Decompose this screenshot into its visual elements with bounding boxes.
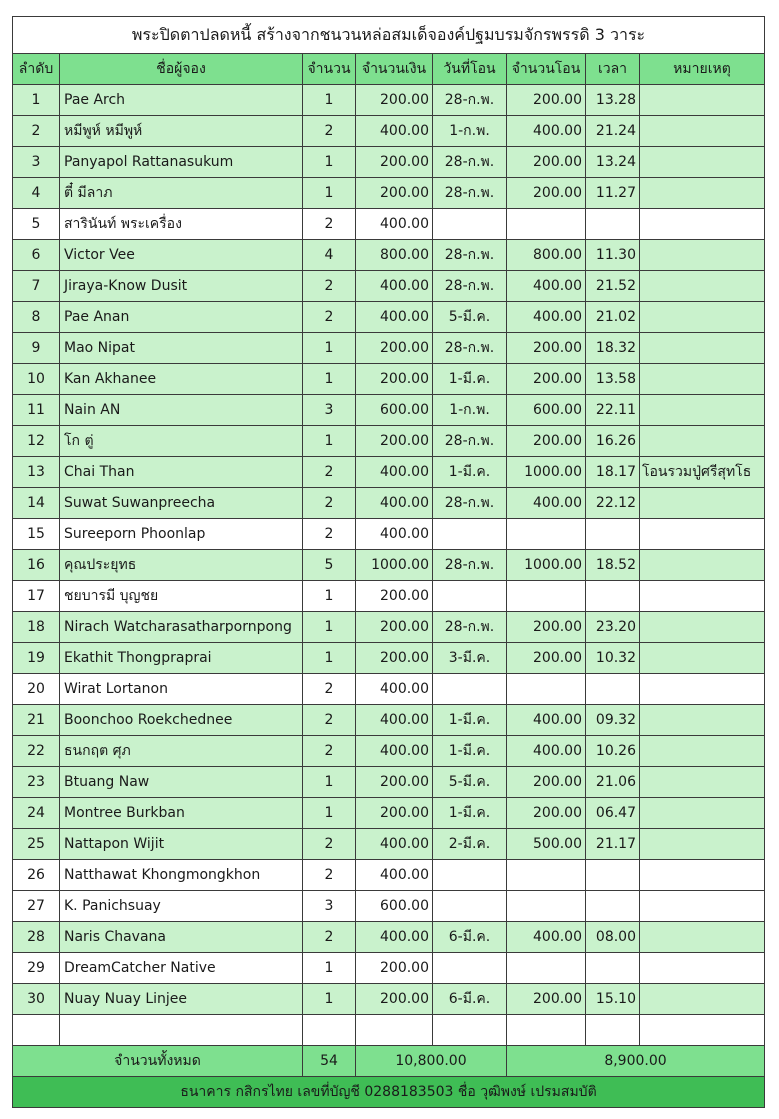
transfer-time: 18.32 <box>586 333 640 364</box>
reserver-name: Pae Anan <box>60 302 303 333</box>
transfer-amount: 400.00 <box>507 705 586 736</box>
title-row <box>13 17 765 54</box>
transfer-time <box>586 860 640 891</box>
row-number: 19 <box>13 643 60 674</box>
reserver-name: Victor Vee <box>60 240 303 271</box>
transfer-amount: 400.00 <box>507 922 586 953</box>
reserver-name: ชยบารมี บุญชย <box>60 581 303 612</box>
reserver-name: Chai Than <box>60 457 303 488</box>
row-number: 9 <box>13 333 60 364</box>
quantity: 2 <box>303 271 356 302</box>
empty-row <box>13 1015 765 1046</box>
quantity: 1 <box>303 767 356 798</box>
quantity: 1 <box>303 612 356 643</box>
transfer-time: 18.17 <box>586 457 640 488</box>
amount: 200.00 <box>356 85 433 116</box>
remark <box>640 860 765 891</box>
header-amount: จำนวนเงิน <box>356 54 433 85</box>
table-row <box>13 922 765 953</box>
row-number: 12 <box>13 426 60 457</box>
row-number: 10 <box>13 364 60 395</box>
row-number: 4 <box>13 178 60 209</box>
transfer-date: 1-มี.ค. <box>433 364 507 395</box>
transfer-date: 28-ก.พ. <box>433 240 507 271</box>
transfer-amount <box>507 674 586 705</box>
reserver-name: Btuang Naw <box>60 767 303 798</box>
reserver-name: Montree Burkban <box>60 798 303 829</box>
quantity: 1 <box>303 581 356 612</box>
table-row <box>13 519 765 550</box>
row-number: 15 <box>13 519 60 550</box>
amount: 800.00 <box>356 240 433 271</box>
row-number: 7 <box>13 271 60 302</box>
transfer-time: 21.24 <box>586 116 640 147</box>
table-row <box>13 612 765 643</box>
reserver-name: Nirach Watcharasatharpornpong <box>60 612 303 643</box>
remark <box>640 519 765 550</box>
transfer-amount: 400.00 <box>507 271 586 302</box>
reserver-name: สารินันท์ พระเครื่อง <box>60 209 303 240</box>
remark <box>640 364 765 395</box>
quantity: 2 <box>303 674 356 705</box>
remark <box>640 550 765 581</box>
amount: 200.00 <box>356 581 433 612</box>
transfer-amount: 200.00 <box>507 85 586 116</box>
table-row <box>13 550 765 581</box>
transfer-amount: 200.00 <box>507 612 586 643</box>
amount: 400.00 <box>356 922 433 953</box>
remark <box>640 829 765 860</box>
transfer-time: 13.58 <box>586 364 640 395</box>
remark <box>640 612 765 643</box>
remark <box>640 302 765 333</box>
header-time: เวลา <box>586 54 640 85</box>
transfer-amount: 200.00 <box>507 984 586 1015</box>
transfer-amount: 200.00 <box>507 798 586 829</box>
row-number: 22 <box>13 736 60 767</box>
row-number: 20 <box>13 674 60 705</box>
quantity: 2 <box>303 488 356 519</box>
transfer-time <box>586 581 640 612</box>
transfer-time: 15.10 <box>586 984 640 1015</box>
quantity: 1 <box>303 643 356 674</box>
transfer-time <box>586 674 640 705</box>
quantity: 1 <box>303 333 356 364</box>
reserver-name: ตี๋ มีลาภ <box>60 178 303 209</box>
amount: 400.00 <box>356 488 433 519</box>
reserver-name: Nattapon Wijit <box>60 829 303 860</box>
reserver-name: Pae Arch <box>60 85 303 116</box>
row-number: 11 <box>13 395 60 426</box>
reservation-table <box>12 16 765 1108</box>
quantity: 2 <box>303 860 356 891</box>
reserver-name: โก ตู่ <box>60 426 303 457</box>
header-row <box>13 54 765 85</box>
reserver-name: Kan Akhanee <box>60 364 303 395</box>
table-row <box>13 457 765 488</box>
remark <box>640 240 765 271</box>
transfer-time: 16.26 <box>586 426 640 457</box>
reserver-name: Nuay Nuay Linjee <box>60 984 303 1015</box>
row-number: 21 <box>13 705 60 736</box>
transfer-time <box>586 953 640 984</box>
transfer-amount: 1000.00 <box>507 550 586 581</box>
quantity: 1 <box>303 85 356 116</box>
row-number: 13 <box>13 457 60 488</box>
remark <box>640 178 765 209</box>
transfer-time: 21.06 <box>586 767 640 798</box>
transfer-amount: 200.00 <box>507 147 586 178</box>
transfer-date <box>433 860 507 891</box>
row-number: 2 <box>13 116 60 147</box>
table-row <box>13 364 765 395</box>
transfer-date <box>433 209 507 240</box>
table-row <box>13 984 765 1015</box>
reserver-name: DreamCatcher Native <box>60 953 303 984</box>
amount: 400.00 <box>356 860 433 891</box>
reserver-name: Ekathit Thongpraprai <box>60 643 303 674</box>
header-name: ชื่อผู้จอง <box>60 54 303 85</box>
reserver-name: Panyapol Rattanasukum <box>60 147 303 178</box>
row-number: 17 <box>13 581 60 612</box>
transfer-date <box>433 953 507 984</box>
transfer-time <box>586 209 640 240</box>
row-number: 24 <box>13 798 60 829</box>
transfer-time: 06.47 <box>586 798 640 829</box>
header-no: ลำดับ <box>13 54 60 85</box>
transfer-date: 28-ก.พ. <box>433 333 507 364</box>
remark <box>640 643 765 674</box>
transfer-date: 28-ก.พ. <box>433 178 507 209</box>
remark <box>640 953 765 984</box>
header-qty: จำนวน <box>303 54 356 85</box>
table-row <box>13 302 765 333</box>
remark <box>640 705 765 736</box>
transfer-amount: 400.00 <box>507 736 586 767</box>
remark <box>640 333 765 364</box>
amount: 200.00 <box>356 147 433 178</box>
transfer-time: 21.52 <box>586 271 640 302</box>
transfer-date: 1-มี.ค. <box>433 457 507 488</box>
table-row <box>13 767 765 798</box>
transfer-date: 6-มี.ค. <box>433 984 507 1015</box>
transfer-amount: 800.00 <box>507 240 586 271</box>
bank-account-info: ธนาคาร กสิกรไทย เลขที่บัญชี 0288183503 ชื่อ วุฒิพงษ์ เปรมสมบัติ <box>13 1077 765 1108</box>
amount: 200.00 <box>356 426 433 457</box>
transfer-date: 1-มี.ค. <box>433 736 507 767</box>
reserver-name: Suwat Suwanpreecha <box>60 488 303 519</box>
transfer-date: 2-มี.ค. <box>433 829 507 860</box>
table-row <box>13 178 765 209</box>
amount: 400.00 <box>356 116 433 147</box>
row-number: 14 <box>13 488 60 519</box>
reserver-name: Nain AN <box>60 395 303 426</box>
amount: 200.00 <box>356 364 433 395</box>
amount: 200.00 <box>356 178 433 209</box>
quantity: 3 <box>303 395 356 426</box>
header-note: หมายเหตุ <box>640 54 765 85</box>
transfer-date: 1-ก.พ. <box>433 395 507 426</box>
quantity: 2 <box>303 519 356 550</box>
row-number: 28 <box>13 922 60 953</box>
transfer-time: 13.28 <box>586 85 640 116</box>
reserver-name: Mao Nipat <box>60 333 303 364</box>
quantity: 2 <box>303 209 356 240</box>
transfer-time: 09.32 <box>586 705 640 736</box>
transfer-amount: 200.00 <box>507 767 586 798</box>
transfer-amount: 200.00 <box>507 643 586 674</box>
row-number: 1 <box>13 85 60 116</box>
table-row <box>13 581 765 612</box>
quantity: 2 <box>303 705 356 736</box>
totals-qty: 54 <box>303 1046 356 1077</box>
remark <box>640 581 765 612</box>
transfer-date: 28-ก.พ. <box>433 488 507 519</box>
table-row <box>13 953 765 984</box>
quantity: 2 <box>303 302 356 333</box>
row-number: 23 <box>13 767 60 798</box>
transfer-time: 08.00 <box>586 922 640 953</box>
remark <box>640 798 765 829</box>
table-row <box>13 271 765 302</box>
totals-transfer: 8,900.00 <box>507 1046 765 1077</box>
reserver-name: Wirat Lortanon <box>60 674 303 705</box>
amount: 400.00 <box>356 705 433 736</box>
remark <box>640 85 765 116</box>
transfer-amount <box>507 891 586 922</box>
row-number: 27 <box>13 891 60 922</box>
quantity: 2 <box>303 829 356 860</box>
table-row <box>13 736 765 767</box>
transfer-time: 11.30 <box>586 240 640 271</box>
table-row <box>13 798 765 829</box>
table-row <box>13 705 765 736</box>
transfer-amount: 200.00 <box>507 364 586 395</box>
transfer-date: 5-มี.ค. <box>433 302 507 333</box>
remark <box>640 984 765 1015</box>
header-transfer: จำนวนโอน <box>507 54 586 85</box>
row-number: 8 <box>13 302 60 333</box>
amount: 200.00 <box>356 643 433 674</box>
reserver-name: Boonchoo Roekchednee <box>60 705 303 736</box>
transfer-amount: 200.00 <box>507 333 586 364</box>
reserver-name: ธนกฤต ศุภ <box>60 736 303 767</box>
transfer-date <box>433 581 507 612</box>
reserver-name: Sureeporn Phoonlap <box>60 519 303 550</box>
amount: 200.00 <box>356 333 433 364</box>
table-row <box>13 333 765 364</box>
remark <box>640 147 765 178</box>
transfer-time <box>586 519 640 550</box>
amount: 400.00 <box>356 209 433 240</box>
reserver-name: Naris Chavana <box>60 922 303 953</box>
reserver-name: คุณประยุทธ <box>60 550 303 581</box>
transfer-date: 6-มี.ค. <box>433 922 507 953</box>
table-row <box>13 860 765 891</box>
transfer-amount <box>507 581 586 612</box>
table-row <box>13 488 765 519</box>
quantity: 1 <box>303 426 356 457</box>
quantity: 2 <box>303 736 356 767</box>
transfer-time: 10.32 <box>586 643 640 674</box>
totals-amount: 10,800.00 <box>356 1046 507 1077</box>
remark <box>640 271 765 302</box>
table-row <box>13 891 765 922</box>
remark <box>640 209 765 240</box>
transfer-amount: 1000.00 <box>507 457 586 488</box>
table-row <box>13 147 765 178</box>
amount: 200.00 <box>356 984 433 1015</box>
table-row <box>13 674 765 705</box>
quantity: 1 <box>303 798 356 829</box>
table-row <box>13 643 765 674</box>
row-number: 3 <box>13 147 60 178</box>
row-number: 6 <box>13 240 60 271</box>
transfer-date: 28-ก.พ. <box>433 147 507 178</box>
amount: 1000.00 <box>356 550 433 581</box>
transfer-time <box>586 891 640 922</box>
transfer-amount <box>507 209 586 240</box>
table-body <box>13 85 765 1015</box>
remark <box>640 395 765 426</box>
transfer-time: 22.12 <box>586 488 640 519</box>
transfer-date: 28-ก.พ. <box>433 612 507 643</box>
remark: โอนรวมปู่ศรีสุทโธ <box>640 457 765 488</box>
row-number: 30 <box>13 984 60 1015</box>
amount: 200.00 <box>356 767 433 798</box>
quantity: 1 <box>303 364 356 395</box>
transfer-time: 10.26 <box>586 736 640 767</box>
totals-label: จำนวนทั้งหมด <box>13 1046 303 1077</box>
remark <box>640 488 765 519</box>
bank-row <box>13 1077 765 1108</box>
amount: 400.00 <box>356 457 433 488</box>
reserver-name: Natthawat Khongmongkhon <box>60 860 303 891</box>
row-number: 29 <box>13 953 60 984</box>
amount: 400.00 <box>356 829 433 860</box>
transfer-time: 21.02 <box>586 302 640 333</box>
transfer-amount: 500.00 <box>507 829 586 860</box>
transfer-amount: 400.00 <box>507 116 586 147</box>
transfer-time: 11.27 <box>586 178 640 209</box>
remark <box>640 674 765 705</box>
row-number: 18 <box>13 612 60 643</box>
quantity: 2 <box>303 457 356 488</box>
quantity: 1 <box>303 147 356 178</box>
transfer-time: 13.24 <box>586 147 640 178</box>
amount: 400.00 <box>356 674 433 705</box>
remark <box>640 736 765 767</box>
amount: 400.00 <box>356 519 433 550</box>
transfer-date: 28-ก.พ. <box>433 426 507 457</box>
transfer-date: 1-ก.พ. <box>433 116 507 147</box>
amount: 400.00 <box>356 302 433 333</box>
transfer-time: 21.17 <box>586 829 640 860</box>
transfer-date <box>433 674 507 705</box>
amount: 400.00 <box>356 736 433 767</box>
amount: 600.00 <box>356 891 433 922</box>
remark <box>640 767 765 798</box>
quantity: 1 <box>303 984 356 1015</box>
table-row <box>13 209 765 240</box>
remark <box>640 891 765 922</box>
transfer-date: 28-ก.พ. <box>433 271 507 302</box>
row-number: 5 <box>13 209 60 240</box>
remark <box>640 922 765 953</box>
quantity: 2 <box>303 116 356 147</box>
transfer-amount: 600.00 <box>507 395 586 426</box>
row-number: 26 <box>13 860 60 891</box>
transfer-date: 28-ก.พ. <box>433 550 507 581</box>
transfer-amount <box>507 953 586 984</box>
table-row <box>13 240 765 271</box>
quantity: 3 <box>303 891 356 922</box>
transfer-date: 1-มี.ค. <box>433 705 507 736</box>
transfer-date <box>433 891 507 922</box>
quantity: 4 <box>303 240 356 271</box>
transfer-date: 3-มี.ค. <box>433 643 507 674</box>
transfer-date: 5-มี.ค. <box>433 767 507 798</box>
table-row <box>13 116 765 147</box>
quantity: 1 <box>303 953 356 984</box>
table-row <box>13 85 765 116</box>
transfer-amount: 200.00 <box>507 426 586 457</box>
row-number: 25 <box>13 829 60 860</box>
transfer-amount: 200.00 <box>507 178 586 209</box>
amount: 200.00 <box>356 798 433 829</box>
transfer-time: 18.52 <box>586 550 640 581</box>
quantity: 1 <box>303 178 356 209</box>
table-row <box>13 426 765 457</box>
transfer-amount <box>507 519 586 550</box>
quantity: 5 <box>303 550 356 581</box>
transfer-time: 22.11 <box>586 395 640 426</box>
totals-row <box>13 1046 765 1077</box>
reserver-name: K. Panichsuay <box>60 891 303 922</box>
quantity: 2 <box>303 922 356 953</box>
reserver-name: หมีพูห์ หมีพูห์ <box>60 116 303 147</box>
transfer-date: 28-ก.พ. <box>433 85 507 116</box>
transfer-date <box>433 519 507 550</box>
amount: 200.00 <box>356 953 433 984</box>
amount: 400.00 <box>356 271 433 302</box>
table-row <box>13 829 765 860</box>
transfer-time: 23.20 <box>586 612 640 643</box>
transfer-amount: 400.00 <box>507 302 586 333</box>
remark <box>640 426 765 457</box>
reserver-name: Jiraya-Know Dusit <box>60 271 303 302</box>
amount: 600.00 <box>356 395 433 426</box>
header-date: วันที่โอน <box>433 54 507 85</box>
table-row <box>13 395 765 426</box>
remark <box>640 116 765 147</box>
row-number: 16 <box>13 550 60 581</box>
sheet-title: พระปิดตาปลดหนี้ สร้างจากชนวนหล่อสมเด็จองค์ปฐมบรมจักรพรรดิ 3 วาระ <box>13 17 765 54</box>
transfer-amount <box>507 860 586 891</box>
amount: 200.00 <box>356 612 433 643</box>
transfer-amount: 400.00 <box>507 488 586 519</box>
transfer-date: 1-มี.ค. <box>433 798 507 829</box>
